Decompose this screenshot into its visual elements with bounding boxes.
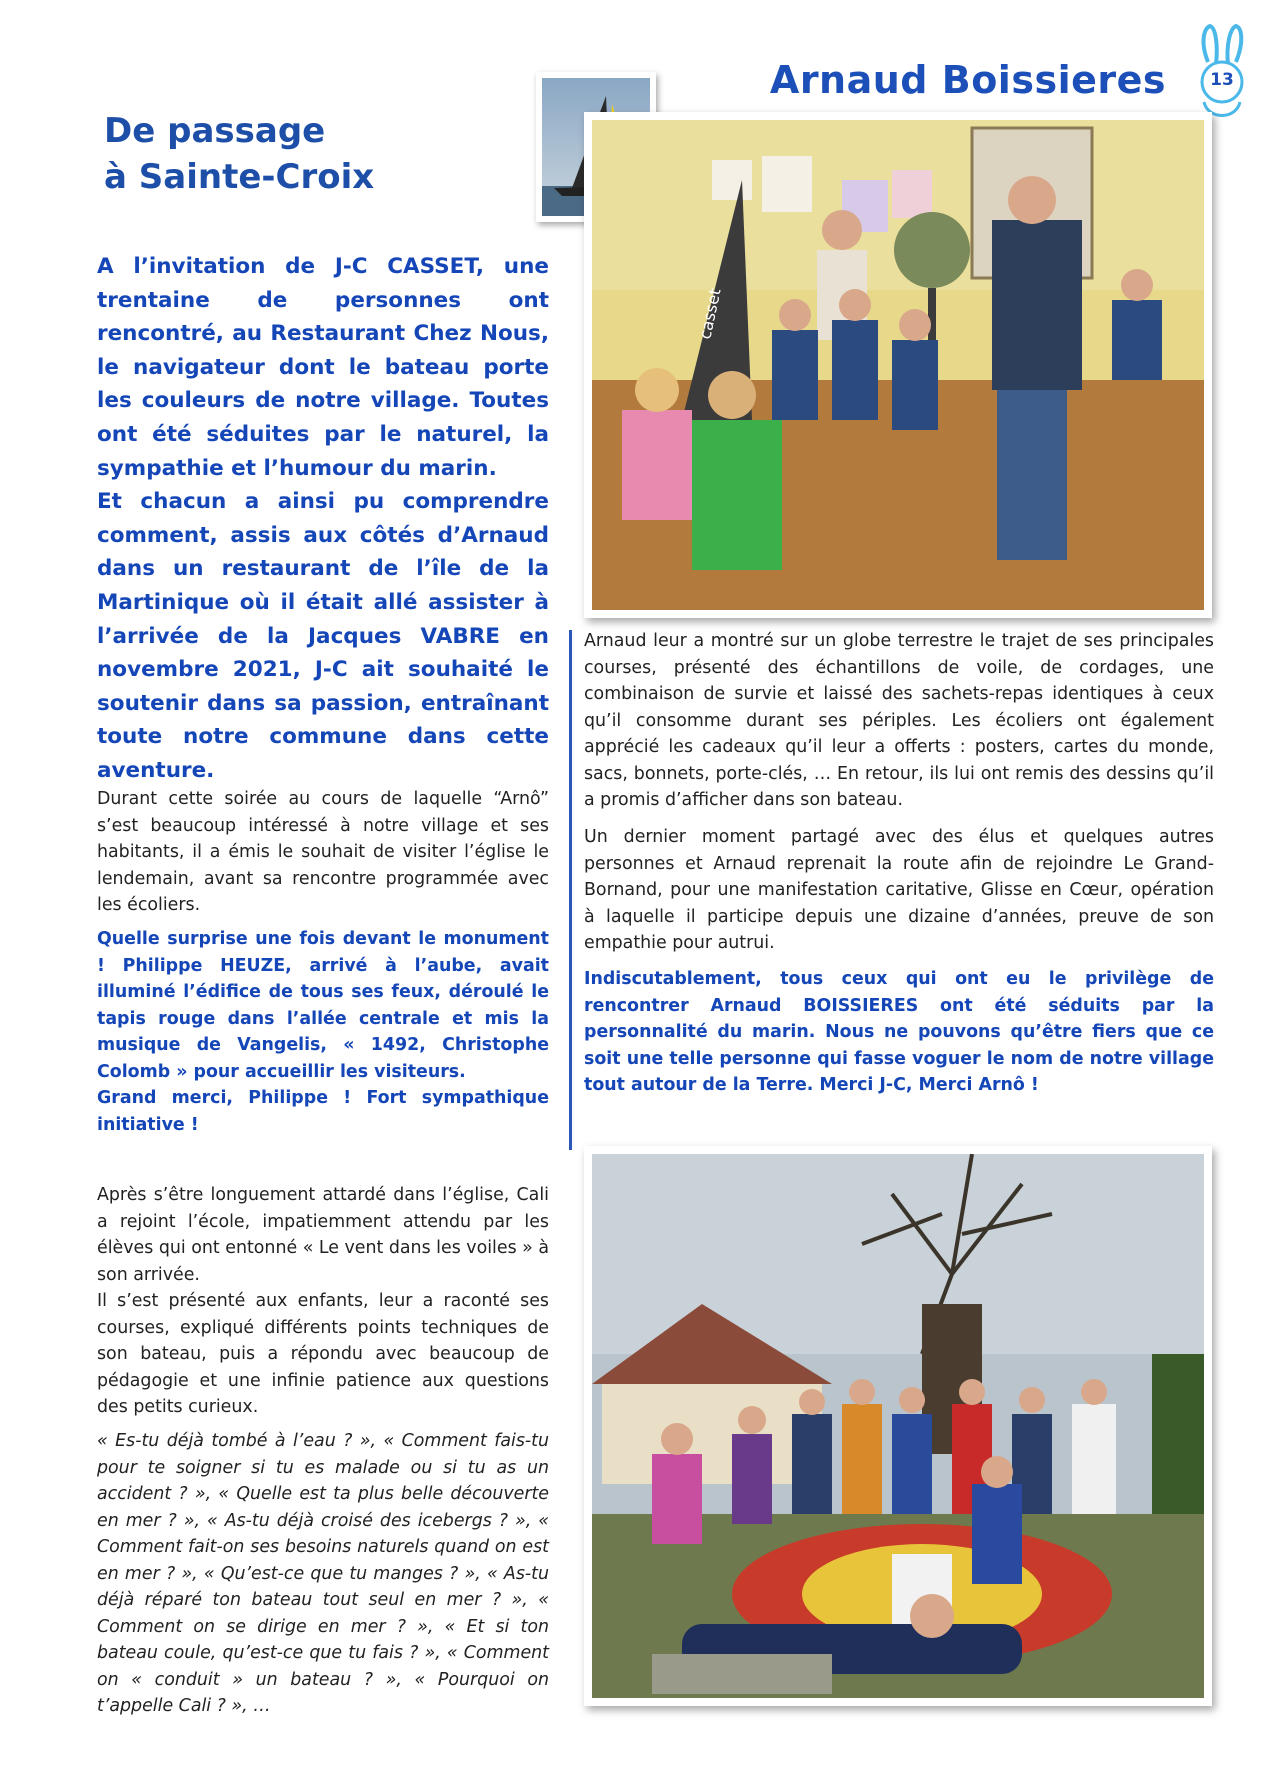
conclusion-text [584,966,1214,1099]
paragraph-evening [97,786,549,919]
classroom-image [592,120,1204,610]
intro-text [97,250,549,788]
group-image [592,1154,1204,1698]
paragraph-globe-text: Arnaud leur a montré sur un globe terrestre le trajet de ses principales courses, présenté des échantillons de voile, de cordages, une combinaison de survie et laissé des sachets-repas identiques à ceux qu’il consomme durant ses périples. Les écoliers ont également apprécié les cadeaux qu’il leur a offerts : posters, cartes du monde, sacs, bonnets, porte-clés, … En retour, ils lui ont remis des dessins qu’il a promis d’afficher dans son bateau. [584,631,1214,810]
column-divider [569,630,572,1150]
title-line-2: à Sainte-Croix [104,157,375,197]
paragraph-last-moment [584,824,1214,957]
children-questions: « Es-tu déjà tombé à l’eau ? », « Comment fais-tu pour te soigner si tu es malade ou si tu as un accident ? », « Quelle est ta plus belle découverte en mer ? », « As-tu déjà croisé des icebergs ? », « Comment fait-on ses besoins naturels quand on est en mer ? », « Qu’est-ce que tu manges ? », « As-tu déjà réparé ton bateau tout seul en mer ? », « Comment on se dirige en mer ? », « Et si ton bateau coule, qu’est-ce que tu fais ? », « Comment on « conduit » un bateau ? », « Pourquoi on t’appelle Cali ? », … [97,1431,549,1716]
church-paragraph: Quelle surprise une fois devant le monument ! Philippe HEUZE, arrivé à l’aube, avait illuminé l’édifice de tous ses feux, déroulé le tapis rouge dans l’allée centrale et mis la musique de Vangelis, « 1492, Christophe Colomb » pour accueillir les visiteurs. [97,929,549,1082]
group-photo [584,1146,1212,1706]
intro-paragraph-1: A l’invitation de J-C CASSET, une trentaine de personnes ont rencontré, au Restaurant Chez Nous, le navigateur dont le bateau porte les couleurs de notre village. Toutes ont été séduites par le naturel, la sympathie et l’humour du marin. [97,254,549,481]
paragraph-globe [584,628,1214,814]
classroom-photo [584,112,1212,618]
school-paragraph-1: Après s’être longuement attardé dans l’église, Cali a rejoint l’école, impatiemment attendu par les élèves qui ont entonné « Le vent dans les voiles » à son arrivée. [97,1185,549,1285]
school-paragraph-2: Il s’est présenté aux enfants, leur a raconté ses courses, expliqué différents points techniques de son bateau, puis a répondu avec beaucoup de pédagogie et une infinie patience aux questions des petits curieux. [97,1291,549,1417]
title-line-1: De passage [104,111,326,151]
school-text [97,1182,549,1421]
page-number: 13 [1210,70,1234,90]
thanks-philippe: Grand merci, Philippe ! Fort sympathique initiative ! [97,1088,549,1135]
article-title [104,108,374,200]
sail-brand-classroom: casset [695,286,725,341]
paragraph-evening-text: Durant cette soirée au cours de laquelle “Arnô” s’est beaucoup intéressé à notre village et ses habitants, il a émis le souhait de visiter l’église le lendemain, avant sa rencontre programmée avec les écoliers. [97,789,549,915]
section-title: Arnaud Boissieres [769,58,1166,102]
church-surprise-text [97,926,549,1138]
paragraph-last-moment-text: Un dernier moment partagé avec des élus et quelques autres personnes et Arnaud reprenait la route afin de rejoindre Le Grand-Bornand, pour une manifestation caritative, Glisse en Cœur, opération à laquelle il participe depuis une dizaine d’années, preuve de son empathie pour autrui. [584,827,1214,953]
conclusion-paragraph: Indiscutablement, tous ceux qui ont eu le privilège de rencontrer Arnaud BOISSIERES ont été séduits par la personnalité du marin. Nous ne pouvons qu’être fiers que ce soit une telle personne qui fasse voguer le nom de notre village tout autour de la Terre. Merci J-C, Merci Arnô ! [584,969,1214,1095]
intro-paragraph-2: Et chacun a ainsi pu comprendre comment, assis aux côtés d’Arnaud dans un restaurant de l’île de la Martinique où il était allé assister à l’arrivée de la Jacques VABRE en novembre 2021, J-C ait souhaité le soutenir dans sa passion, entraînant toute notre commune dans cette aventure. [97,489,549,783]
